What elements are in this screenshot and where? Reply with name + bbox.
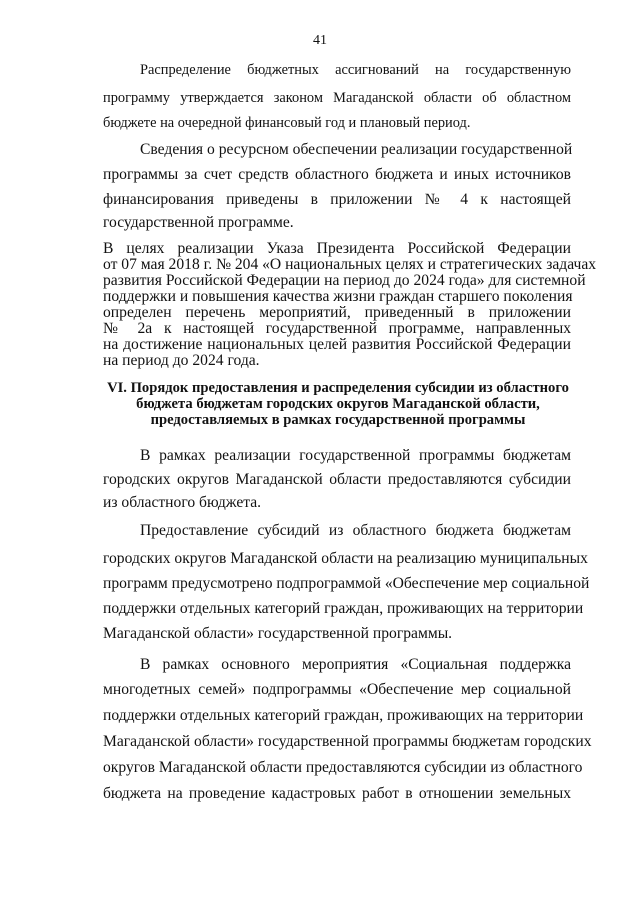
paragraph-5-line-2: городских округов Магаданской области на реализацию муниципальных bbox=[103, 550, 588, 567]
paragraph-6-line-2: многодетных семей» подпрограммы «Обеспечение мер социальной bbox=[103, 681, 571, 698]
paragraph-3-line-5: определен перечень мероприятий, приведенный в приложении bbox=[103, 304, 571, 321]
paragraph-5-line-1: Предоставление субсидий из областного бюджета бюджетам bbox=[140, 522, 571, 539]
section-heading-line-3: предоставляемых в рамках государственной программы bbox=[150, 412, 526, 428]
paragraph-6-line-3: поддержки отдельных категорий граждан, проживающих на территории bbox=[103, 707, 584, 724]
paragraph-3-line-8: на период до 2024 года. bbox=[103, 352, 260, 369]
page-number: 41 bbox=[313, 33, 327, 48]
paragraph-2-line-1: Сведения о ресурсном обеспечении реализации государственной bbox=[140, 141, 573, 158]
paragraph-6-line-4: Магаданской области» государственной программы бюджетам городских bbox=[103, 733, 592, 750]
paragraph-1-line-1: Распределение бюджетных ассигнований на государственную bbox=[140, 62, 571, 78]
paragraph-1-line-3: бюджете на очередной финансовый год и плановый период. bbox=[103, 115, 471, 131]
paragraph-3-line-4: поддержки и повышения качества жизни граждан старшего поколения bbox=[103, 288, 573, 305]
paragraph-6-line-5: округов Магаданской области предоставляются субсидии из областного bbox=[103, 759, 583, 776]
paragraph-4-line-3: из областного бюджета. bbox=[103, 494, 262, 511]
paragraph-5-line-5: Магаданской области» государственной программы. bbox=[103, 625, 453, 642]
paragraph-2-line-2: программы за счет средств областного бюджета и иных источников bbox=[103, 166, 571, 183]
paragraph-4-line-2: городских округов Магаданской области предоставляются субсидии bbox=[103, 471, 571, 488]
paragraph-3-line-3: развития Российской Федерации на период до 2024 года» для системной bbox=[103, 272, 586, 289]
paragraph-5-line-3: программ предусмотрено подпрограммой «Обеспечение мер социальной bbox=[103, 575, 590, 592]
paragraph-3-line-2: от 07 мая 2018 г. № 204 «О национальных целях и стратегических задачах bbox=[103, 256, 597, 273]
paragraph-3-line-6: № 2а к настоящей государственной программе, направленных bbox=[103, 320, 571, 337]
section-heading-line-2: бюджета бюджетам городских округов Магаданской области, bbox=[136, 396, 540, 412]
paragraph-5-line-4: поддержки отдельных категорий граждан, проживающих на территории bbox=[103, 600, 584, 617]
paragraph-3-line-7: на достижение национальных целей развития Российской Федерации bbox=[103, 336, 571, 353]
section-heading-line-1: VI. Порядок предоставления и распределения субсидии из областного bbox=[107, 380, 569, 396]
paragraph-2-line-3: финансирования приведены в приложении № 4 к настоящей bbox=[103, 191, 571, 208]
paragraph-6-line-1: В рамках основного мероприятия «Социальная поддержка bbox=[140, 656, 571, 673]
paragraph-1-line-2: программу утверждается законом Магаданской области об областном bbox=[103, 90, 571, 106]
paragraph-6-line-6: бюджета на проведение кадастровых работ в отношении земельных bbox=[103, 785, 571, 802]
paragraph-2-line-4: государственной программе. bbox=[103, 214, 294, 231]
paragraph-4-line-1: В рамках реализации государственной программы бюджетам bbox=[140, 447, 571, 464]
paragraph-3-line-1: В целях реализации Указа Президента Российской Федерации bbox=[103, 240, 571, 257]
